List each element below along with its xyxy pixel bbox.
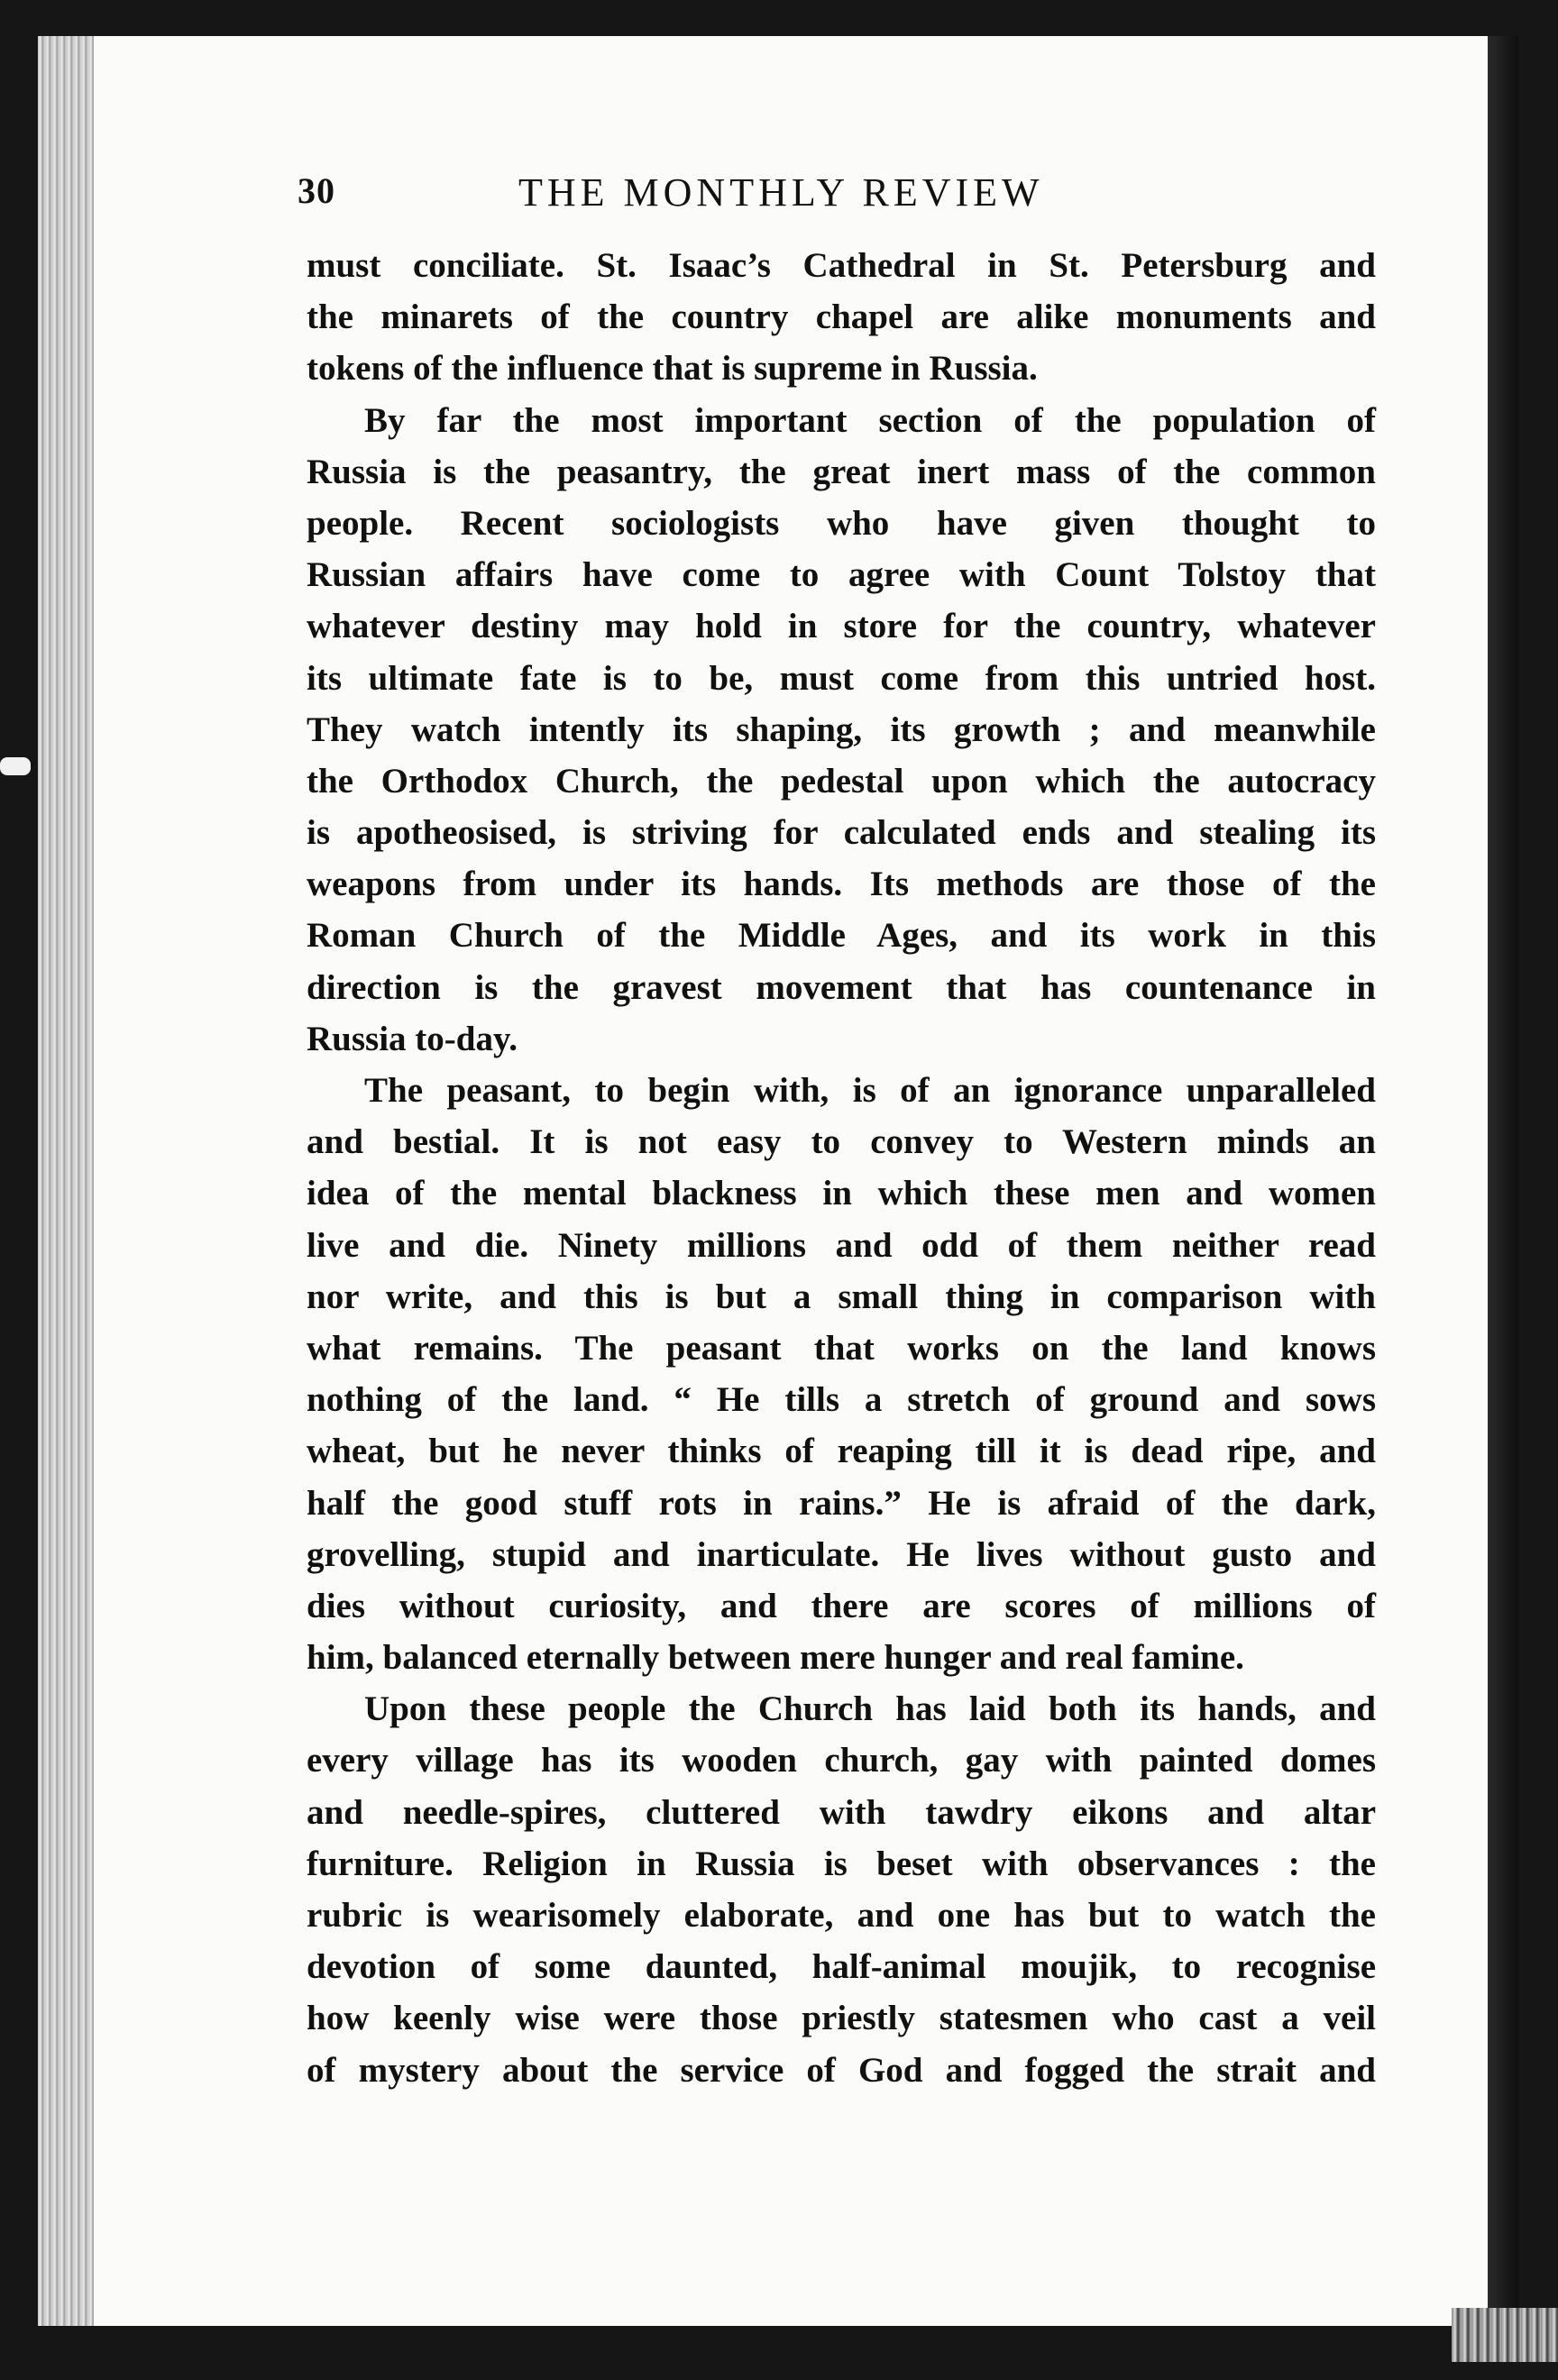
text-line: what remains. The peasant that works on the land knows [307,1328,1376,1368]
text-line: direction is the gravest movement that has countenance in [307,967,1376,1007]
running-head: THE MONTHLY REVIEW [518,170,1044,215]
text-line: and needle-spires, cluttered with tawdry eikons and altar [307,1792,1376,1832]
text-line: its ultimate fate is to be, must come from this untried host. [307,658,1376,698]
text-line: and bestial. It is not easy to convey to Western minds an [307,1122,1376,1162]
text-line: people. Recent sociologists who have given thought to [307,503,1376,543]
page-number: 30 [298,170,335,211]
text-line: the Orthodox Church, the pedestal upon which the autocracy [307,761,1376,801]
text-line: rubric is wearisomely elaborate, and one has but to watch the [307,1896,1376,1935]
text-line: Upon these people the Church has laid both its hands, and [364,1689,1376,1729]
text-line: grovelling, stupid and inarticulate. He lives without gusto and [307,1534,1376,1574]
text-line: is apotheosised, is striving for calculated ends and stealing its [307,813,1376,853]
text-line: tokens of the influence that is supreme in Russia. [307,349,1038,389]
page-edge-stack [38,36,97,2326]
text-line: live and die. Ninety millions and odd of them neither read [307,1225,1376,1265]
text-line: devotion of some daunted, half-animal moujik, to recognise [307,1947,1376,1987]
text-line: nor write, and this is but a small thing in comparison with [307,1277,1376,1316]
text-line: Russian affairs have come to agree with Count Tolstoy that [307,555,1376,595]
page-header [298,169,1379,224]
scan-artifact [0,757,31,775]
text-line: idea of the mental blackness in which these men and women [307,1174,1376,1213]
text-line: dies without curiosity, and there are scores of millions of [307,1586,1376,1625]
body-text [307,240,1376,2096]
text-line: Russia to-day. [307,1019,518,1058]
text-line: wheat, but he never thinks of reaping till it is dead ripe, and [307,1432,1376,1471]
text-line: of mystery about the service of God and fogged the strait and [307,2050,1376,2090]
book-spine-shadow [1488,36,1518,2326]
text-line: They watch intently its shaping, its growth ; and meanwhile [307,709,1376,749]
text-line: the minarets of the country chapel are alike monuments and [307,298,1376,337]
text-line: Roman Church of the Middle Ages, and its work in this [307,916,1376,956]
text-line: Russia is the peasantry, the great inert mass of the common [307,452,1376,491]
text-line: whatever destiny may hold in store for the country, whatever [307,607,1376,646]
text-line: By far the most important section of the population of [364,400,1376,440]
text-line: must conciliate. St. Isaac’s Cathedral in St. Petersburg and [307,246,1376,285]
page-edge-bottom [1452,2308,1558,2362]
text-line: The peasant, to begin with, is of an ignorance unparalleled [364,1071,1376,1110]
text-line: every village has its wooden church, gay with painted domes [307,1741,1376,1780]
text-line: how keenly wise were those priestly statesmen who cast a veil [307,1999,1376,2038]
text-line: half the good stuff rots in rains.” He is afraid of the dark, [307,1483,1376,1523]
text-line: nothing of the land. “ He tills a stretch of ground and sows [307,1380,1376,1420]
text-line: weapons from under its hands. Its methods are those of the [307,865,1376,904]
text-line: furniture. Religion in Russia is beset with observances : the [307,1844,1376,1883]
text-line: him, balanced eternally between mere hunger and real famine. [307,1638,1244,1678]
